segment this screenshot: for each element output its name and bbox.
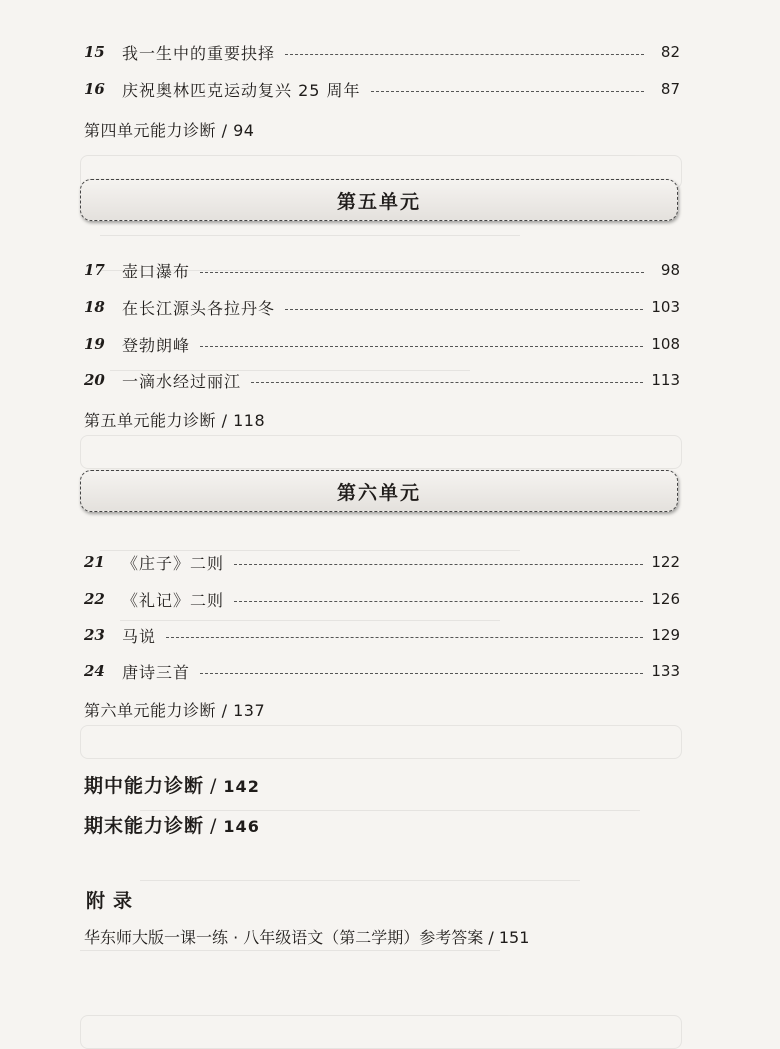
page-number: 113 (651, 371, 680, 389)
diagnosis-label: 第四单元能力诊断 / (84, 121, 228, 140)
toc-entry[interactable] (84, 365, 680, 395)
toc-entry[interactable] (84, 620, 680, 650)
lesson-number: 24 (84, 662, 105, 680)
page-number: 133 (651, 662, 680, 680)
appendix-page: 151 (498, 928, 530, 947)
lesson-title: 《庄子》二则 (122, 553, 225, 573)
appendix-entry[interactable] (84, 925, 529, 948)
diagnosis-label: 第五单元能力诊断 / (84, 411, 228, 430)
dot-leader (285, 54, 644, 55)
unit-diagnosis-entry[interactable] (84, 118, 254, 141)
toc-entry[interactable] (84, 292, 680, 322)
toc-entry[interactable] (84, 547, 680, 577)
lesson-title: 在长江源头各拉丹冬 (122, 298, 276, 318)
appendix-heading: 附录 (86, 890, 141, 912)
lesson-number: 21 (84, 553, 105, 571)
lesson-title: 一滴水经过丽江 (122, 371, 242, 391)
page-number: 103 (651, 298, 680, 316)
lesson-number: 16 (84, 80, 105, 98)
final-diagnosis-entry[interactable] (84, 811, 260, 838)
lesson-title: 登勃朗峰 (122, 335, 191, 355)
toc-entry[interactable] (84, 74, 680, 104)
lesson-title: 唐诗三首 (122, 662, 191, 682)
diagnosis-page: 94 (233, 121, 255, 140)
page-number: 98 (660, 261, 680, 279)
toc-entry[interactable] (84, 255, 680, 285)
lesson-number: 19 (84, 335, 105, 353)
lesson-title: 《礼记》二则 (122, 590, 225, 610)
dot-leader (200, 346, 643, 347)
diagnosis-page: 118 (233, 411, 266, 430)
unit-diagnosis-entry[interactable] (84, 698, 265, 721)
lesson-number: 23 (84, 626, 105, 644)
exam-label: 期中能力诊断 (84, 775, 205, 797)
dot-leader (200, 272, 644, 273)
lesson-number: 20 (84, 371, 105, 389)
page-number: 87 (660, 80, 680, 98)
toc-entry[interactable] (84, 37, 680, 67)
exam-separator: / (210, 775, 218, 797)
diagnosis-page: 137 (233, 701, 266, 720)
dot-leader (251, 382, 643, 383)
dot-leader (200, 673, 643, 674)
appendix-title: 华东师大版一课一练 · 八年级语文（第二学期）参考答案 / (84, 928, 494, 947)
unit-heading-banner (80, 179, 678, 221)
lesson-number: 18 (84, 298, 105, 316)
dot-leader (166, 637, 643, 638)
exam-page: 142 (223, 777, 260, 796)
page-number: 126 (651, 590, 680, 608)
exam-page: 146 (223, 817, 260, 836)
unit-heading: 第六单元 (336, 481, 421, 504)
exam-separator: / (210, 815, 218, 837)
dot-leader (234, 601, 643, 602)
page-number: 108 (651, 335, 680, 353)
exam-label: 期末能力诊断 (84, 815, 205, 837)
dot-leader (371, 91, 644, 92)
unit-diagnosis-entry[interactable] (84, 408, 265, 431)
toc-entry[interactable] (84, 329, 680, 359)
dot-leader (285, 309, 643, 310)
lesson-number: 15 (84, 43, 105, 61)
lesson-title: 壶口瀑布 (122, 261, 191, 281)
midterm-diagnosis-entry[interactable] (84, 771, 260, 798)
lesson-number: 17 (84, 261, 105, 279)
unit-heading: 第五单元 (336, 190, 421, 213)
toc-entry[interactable] (84, 584, 680, 614)
lesson-number: 22 (84, 590, 105, 608)
dot-leader (234, 564, 643, 565)
page-number: 82 (660, 43, 680, 61)
page-number: 122 (651, 553, 680, 571)
unit-heading-banner (80, 470, 678, 512)
page-number: 129 (651, 626, 680, 644)
diagnosis-label: 第六单元能力诊断 / (84, 701, 228, 720)
lesson-title: 我一生中的重要抉择 (122, 43, 276, 63)
lesson-title: 庆祝奥林匹克运动复兴 25 周年 (122, 80, 361, 100)
lesson-title: 马说 (122, 626, 157, 646)
toc-entry[interactable] (84, 656, 680, 686)
